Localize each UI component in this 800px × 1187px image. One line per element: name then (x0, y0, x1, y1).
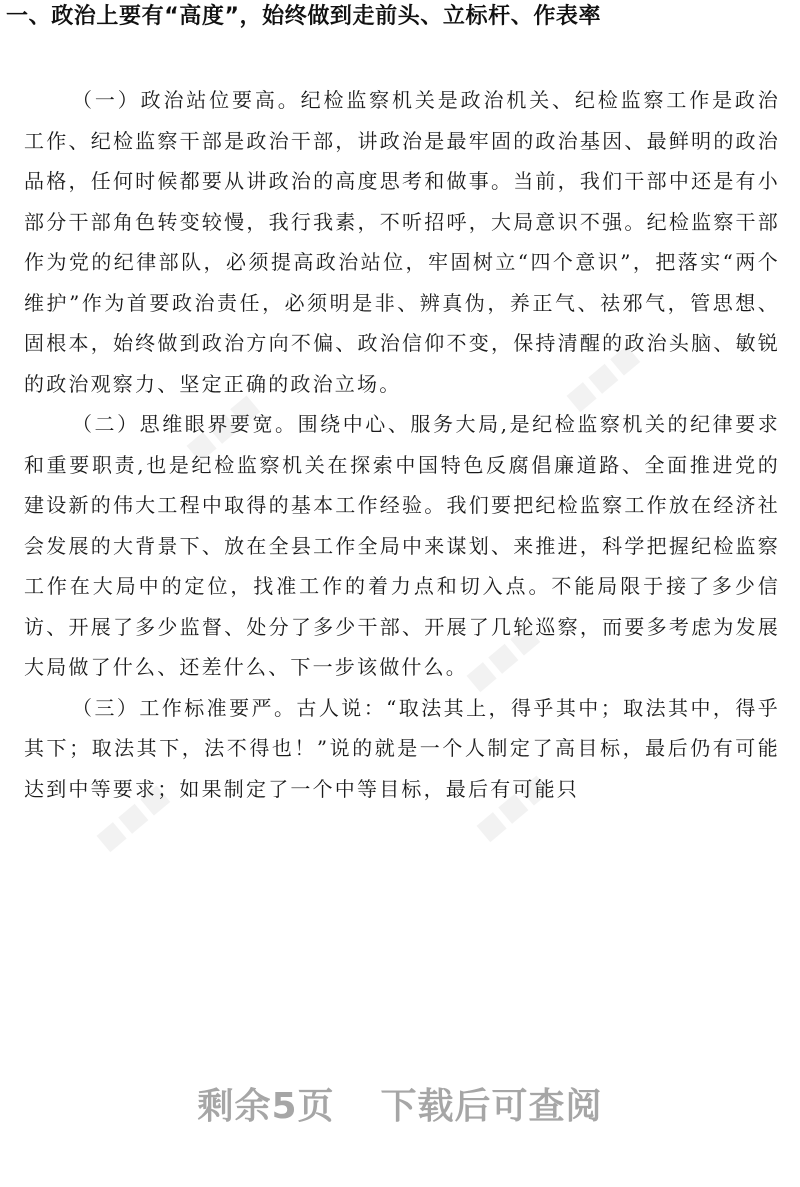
watermark: ■■■ (89, 776, 176, 857)
watermark: ■■■ (459, 616, 546, 697)
paragraph: （二）思维眼界要宽。围绕中心、服务大局,是纪检监察机关的纪律要求和重要职责,也是纪检监察机关在探索中国特色反腐倡廉道路、全面推进党的建设新的伟大工程中取得的基本工作经验。我们要把纪检监察工作放在经济社会发展的大背景下、放在全县工作全局中来谋划、来推进，科学把握纪检监察工作在大局中的定位，找准工作的着力点和切入点。不能局限于接了多少信访、开展了多少监督、处分了多少干部、开展了几轮巡察，而要多考虑为发展大局做了什么、还差什么、下一步该做什么。 (24, 412, 780, 679)
document-body (24, 80, 780, 809)
watermark: ■■■ (469, 766, 556, 847)
paragraph: （一）政治站位要高。纪检监察机关是政治机关、纪检监察工作是政治工作、纪检监察干部是政治干部，讲政治是最牢固的政治基因、最鲜明的政治品格，任何时候都要从讲政治的高度思考和做事。当前，我们干部中还是有小部分干部角色转变较慢，我行我素，不听招呼，大局意识不强。纪检监察干部作为党的纪律部队，必须提高政治站位，牢固树立“四个意识”，把落实“两个维护”作为首要政治责任，必须明是非、辨真伪，养正气、祛邪气，管思想、固根本，始终做到政治方向不偏、政治信仰不变，保持清醒的政治头脑、敏锐的政治观察力、坚定正确的政治立场。 (24, 88, 780, 396)
remaining-pages-label: 剩余5页 (197, 1086, 335, 1127)
download-to-view-label: 下载后可查阅 (380, 1086, 603, 1127)
watermark: ■■■ (179, 386, 266, 467)
paragraph: （三）工作标准要严。古人说：“取法其上，得乎其中；取法其中，得乎其下；取法其下，法不得也！”说的就是一个人制定了高目标，最后仍有可能达到中等要求；如果制定了一个中等目标，最后有可能只 (24, 695, 780, 801)
download-prompt[interactable] (0, 1082, 800, 1132)
section-heading: 一、政治上要有“高度”，始终做到走前头、立标杆、作表率 (6, 4, 602, 29)
watermark: ■■■ (559, 336, 646, 417)
